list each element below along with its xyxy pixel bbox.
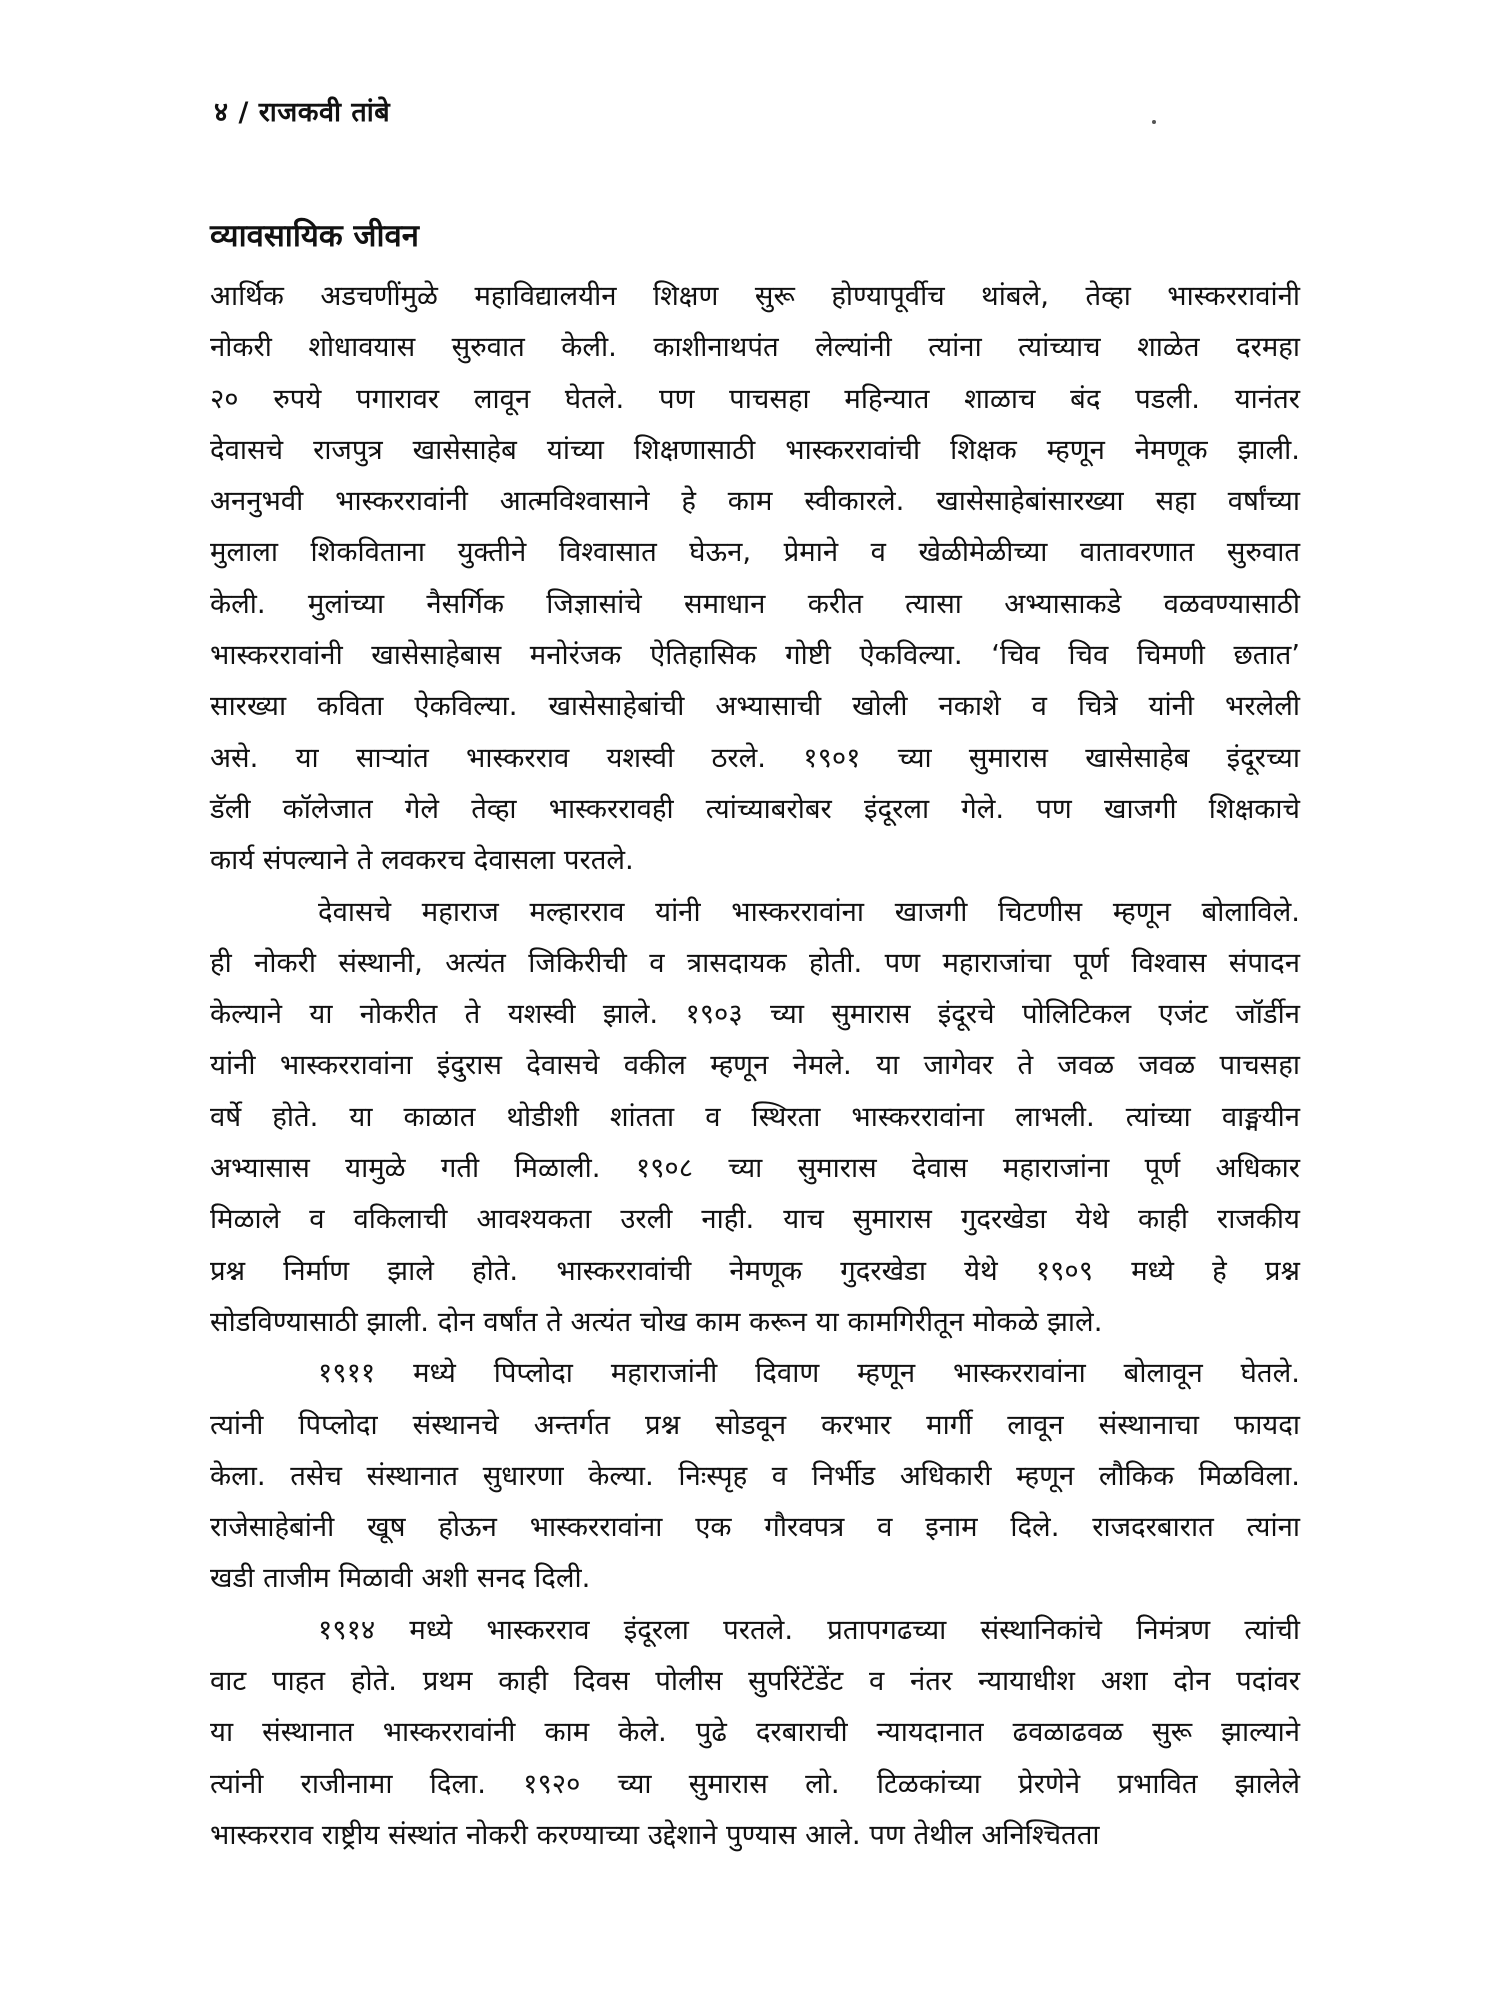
text-line: ही नोकरी संस्थानी, अत्यंत जिकिरीची व त्रासदायक होती. पण महाराजांचा पूर्ण विश्वास संपादन bbox=[210, 946, 1300, 979]
text-line: देवासचे महाराज मल्हारराव यांनी भास्कररावांना खाजगी चिटणीस म्हणून बोलाविले. bbox=[318, 895, 1300, 928]
text-line: खडी ताजीम मिळावी अशी सनद दिली. bbox=[210, 1562, 591, 1595]
text-line: २० रुपये पगारावर लावून घेतले. पण पाचसहा महिन्यात शाळाच बंद पडली. यानंतर bbox=[210, 382, 1300, 415]
text-line: अभ्यासास यामुळे गती मिळाली. १९०८ च्या सुमारास देवास महाराजांना पूर्ण अधिकार bbox=[210, 1152, 1300, 1185]
text-line: केली. मुलांच्या नैसर्गिक जिज्ञासांचे समाधान करीत त्यासा अभ्यासाकडे वळवण्यासाठी bbox=[210, 587, 1300, 620]
text-line: राजेसाहेबांनी खूष होऊन भास्कररावांना एक गौरवपत्र व इनाम दिले. राजदरबारात त्यांना bbox=[210, 1511, 1300, 1544]
text-line: वाट पाहत होते. प्रथम काही दिवस पोलीस सुपरिंटेंडेंट व नंतर न्यायाधीश अशा दोन पदांवर bbox=[210, 1665, 1300, 1698]
text-line: यांनी भास्कररावांना इंदुरास देवासचे वकील म्हणून नेमले. या जागेवर ते जवळ जवळ पाचसहा bbox=[210, 1049, 1300, 1082]
text-line: त्यांनी राजीनामा दिला. १९२० च्या सुमारास लो. टिळकांच्या प्रेरणेने प्रभावित झालेले bbox=[210, 1767, 1300, 1800]
text-line: त्यांनी पिप्लोदा संस्थानचे अन्तर्गत प्रश्न सोडवून करभार मार्गी लावून संस्थानाचा फायदा bbox=[210, 1408, 1300, 1441]
paragraph bbox=[210, 887, 1300, 1349]
text-line: १९१४ मध्ये भास्करराव इंदूरला परतले. प्रतापगढच्या संस्थानिकांचे निमंत्रण त्यांची bbox=[318, 1613, 1300, 1646]
text-line: मुलाला शिकविताना युक्तीने विश्वासात घेऊन, प्रेमाने व खेळीमेळीच्या वातावरणात सुरुवात bbox=[210, 536, 1300, 569]
section-heading: व्यावसायिक जीवन bbox=[210, 218, 419, 254]
text-line: केल्याने या नोकरीत ते यशस्वी झाले. १९०३ च्या सुमारास इंदूरचे पोलिटिकल एजंट जॉर्डीन bbox=[210, 998, 1300, 1031]
paragraph bbox=[210, 1348, 1300, 1604]
running-head: ४ / राजकवी तांबे bbox=[214, 97, 391, 128]
text-line: केला. तसेच संस्थानात सुधारणा केल्या. निःस्पृह व निर्भीड अधिकारी म्हणून लौकिक मिळविला. bbox=[210, 1459, 1300, 1492]
paragraph bbox=[210, 1605, 1300, 1861]
paragraph bbox=[210, 271, 1300, 887]
text-line: कार्य संपल्याने ते लवकरच देवासला परतले. bbox=[210, 844, 634, 877]
text-line: १९११ मध्ये पिप्लोदा महाराजांनी दिवाण म्हणून भास्कररावांना बोलावून घेतले. bbox=[318, 1357, 1300, 1390]
text-line: वर्षे होते. या काळात थोडीशी शांतता व स्थिरता भास्कररावांना लाभली. त्यांच्या वाङ्मयीन bbox=[210, 1100, 1300, 1133]
text-line: आर्थिक अडचणींमुळे महाविद्यालयीन शिक्षण सुरू होण्यापूर्वीच थांबले, तेव्हा भास्कररावांनी bbox=[210, 280, 1300, 312]
text-line: देवासचे राजपुत्र खासेसाहेब यांच्या शिक्षणासाठी भास्कररावांची शिक्षक म्हणून नेमणूक झाली. bbox=[210, 433, 1300, 466]
text-line: सोडविण्यासाठी झाली. दोन वर्षांत ते अत्यंत चोख काम करून या कामगिरीतून मोकळे झाले. bbox=[210, 1305, 1103, 1338]
text-line: मिळाले व वकिलाची आवश्यकता उरली नाही. याच सुमारास गुदरखेडा येथे काही राजकीय bbox=[210, 1203, 1300, 1236]
scan-speck bbox=[1152, 120, 1156, 124]
text-line: भास्करराव राष्ट्रीय संस्थांत नोकरी करण्याच्या उद्देशाने पुण्यास आले. पण तेथील अनिश्चितता bbox=[210, 1818, 1100, 1851]
text-line: नोकरी शोधावयास सुरुवात केली. काशीनाथपंत लेल्यांनी त्यांना त्यांच्याच शाळेत दरमहा bbox=[210, 331, 1300, 364]
body-text bbox=[210, 271, 1300, 1861]
text-line: अननुभवी भास्कररावांनी आत्मविश्वासाने हे काम स्वीकारले. खासेसाहेबांसारख्या सहा वर्षांच्या bbox=[210, 485, 1300, 518]
text-line: डॅली कॉलेजात गेले तेव्हा भास्कररावही त्यांच्याबरोबर इंदूरला गेले. पण खाजगी शिक्षकाचे bbox=[210, 792, 1300, 825]
text-line: असे. या साऱ्यांत भास्करराव यशस्वी ठरले. १९०१ च्या सुमारास खासेसाहेब इंदूरच्या bbox=[210, 741, 1300, 774]
text-line: सारख्या कविता ऐकविल्या. खासेसाहेबांची अभ्यासाची खोली नकाशे व चित्रे यांनी भरलेली bbox=[210, 690, 1300, 723]
book-page bbox=[210, 92, 1300, 1861]
text-line: या संस्थानात भास्कररावांनी काम केले. पुढे दरबाराची न्यायदानात ढवळाढवळ सुरू झाल्याने bbox=[210, 1716, 1300, 1749]
text-line: भास्कररावांनी खासेसाहेबास मनोरंजक ऐतिहासिक गोष्टी ऐकविल्या. ‘चिव चिव चिमणी छतात’ bbox=[210, 639, 1300, 672]
text-line: प्रश्न निर्माण झाले होते. भास्कररावांची नेमणूक गुदरखेडा येथे १९०९ मध्ये हे प्रश्न bbox=[210, 1254, 1300, 1287]
